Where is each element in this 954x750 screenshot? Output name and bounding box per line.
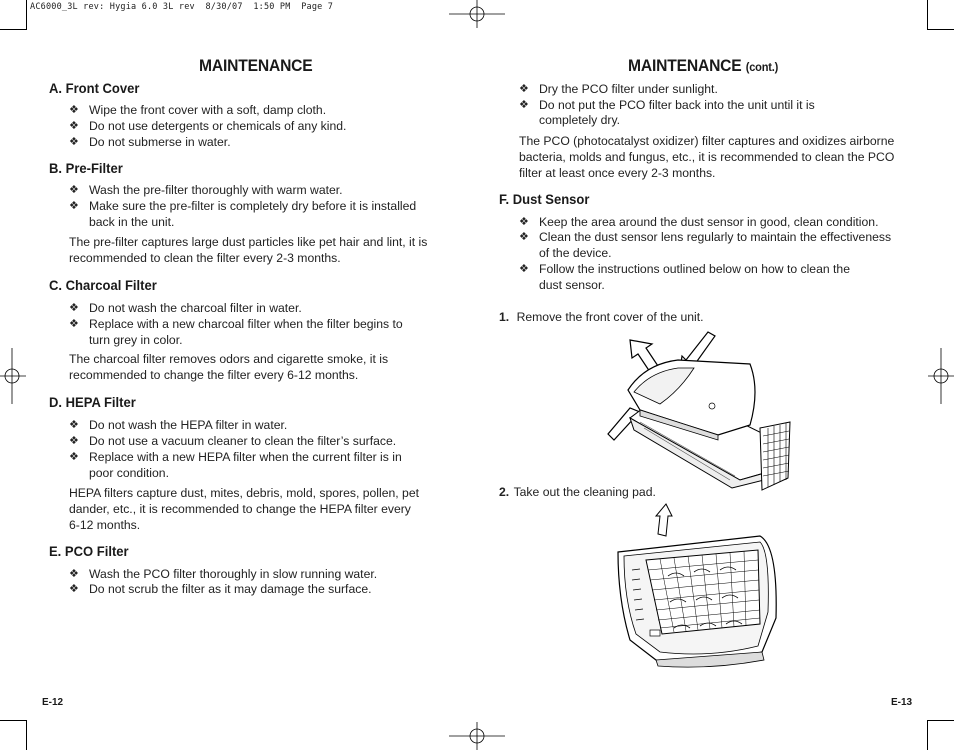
- registration-mark-bottom: [449, 722, 505, 750]
- bullet-icon: ❖: [69, 302, 79, 314]
- bullet-text: of the device.: [539, 246, 612, 260]
- bullet-text: Do not use detergents or chemicals of any kind.: [89, 119, 347, 133]
- step-1: [499, 309, 704, 325]
- bullet-text: dust sensor.: [539, 278, 605, 292]
- paragraph-line: HEPA filters capture dust, mites, debris, mold, spores, pollen, pet: [69, 486, 419, 500]
- bullet-text: Do not scrub the filter as it may damage the surface.: [89, 582, 372, 596]
- step-text: Remove the front cover of the unit.: [516, 310, 704, 324]
- bullet-text: Wipe the front cover with a soft, damp cloth.: [89, 103, 327, 117]
- bullet-text: Clean the dust sensor lens regularly to maintain the effectiveness: [539, 230, 892, 244]
- bullet-text: Do not wash the charcoal filter in water.: [89, 301, 302, 315]
- bullet-icon: ❖: [69, 583, 79, 595]
- bullet-icon: ❖: [519, 83, 529, 95]
- section-heading-charcoal-filter: C. Charcoal Filter: [49, 277, 157, 293]
- bullet-text: turn grey in color.: [89, 333, 183, 347]
- section-heading-dust-sensor: F. Dust Sensor: [499, 191, 590, 207]
- bullet-icon: ❖: [69, 419, 79, 431]
- bullet-text: Dry the PCO filter under sunlight.: [539, 82, 718, 96]
- section-heading-front-cover: A. Front Cover: [49, 80, 140, 96]
- right-title-suffix: (cont.): [745, 60, 779, 74]
- bullet-icon: ❖: [519, 216, 529, 228]
- bullet-text: back in the unit.: [89, 215, 175, 229]
- bullet-icon: ❖: [519, 263, 529, 275]
- bullet-icon: ❖: [69, 200, 79, 212]
- registration-mark-left: [0, 348, 26, 404]
- crop-mark: [927, 720, 928, 750]
- bullet-text: Make sure the pre-filter is completely dry before it is installed: [89, 199, 417, 213]
- crop-mark: [26, 0, 27, 30]
- bullet-icon: ❖: [519, 231, 529, 243]
- paragraph-line: filter at least once every 2-3 months.: [519, 166, 716, 180]
- right-title-text: MAINTENANCE: [628, 56, 742, 75]
- crop-mark: [927, 0, 928, 30]
- bullet-icon: ❖: [69, 120, 79, 132]
- paragraph-line: dander, etc., it is recommended to change the HEPA filter every: [69, 502, 411, 516]
- front-cover-removal-illustration: [600, 330, 810, 500]
- step-number: 2.: [499, 485, 510, 499]
- bullet-text: Do not submerse in water.: [89, 135, 231, 149]
- bullet-icon: ❖: [69, 104, 79, 116]
- paragraph-line: bacteria, molds and fungus, etc., it is recommended to clean the PCO: [519, 150, 895, 164]
- bullet-text: Do not use a vacuum cleaner to clean the filter’s surface.: [89, 434, 397, 448]
- page-number-right: E-13: [891, 697, 913, 708]
- printer-slug: AC6000_3L rev: Hygia 6.0 3L rev 8/30/07 1:50 PM Page 7: [30, 2, 334, 12]
- section-heading-pre-filter: B. Pre-Filter: [49, 160, 123, 176]
- paragraph-line: The pre-filter captures large dust particles like pet hair and lint, it is: [69, 235, 428, 249]
- crop-mark: [26, 720, 27, 750]
- arrow-up-icon: [656, 504, 672, 536]
- bullet-text: poor condition.: [89, 466, 169, 480]
- registration-mark-right: [928, 348, 954, 404]
- step-2: [499, 484, 656, 500]
- bullet-text: Wash the pre-filter thoroughly with warm water.: [89, 183, 343, 197]
- registration-mark-top: [449, 0, 505, 30]
- paragraph-line: The PCO (photocatalyst oxidizer) filter captures and oxidizes airborne: [519, 134, 895, 148]
- paragraph-line: recommended to change the filter every 6-12 months.: [69, 368, 359, 382]
- paragraph-line: recommended to clean the filter every 2-3 months.: [69, 251, 341, 265]
- crop-mark: [0, 29, 27, 30]
- page-number-left: E-12: [42, 697, 64, 708]
- bullet-icon: ❖: [69, 184, 79, 196]
- right-page-title: [628, 56, 778, 76]
- crop-mark: [927, 720, 954, 721]
- bullet-text: Replace with a new HEPA filter when the current filter is in: [89, 450, 402, 464]
- paragraph-line: The charcoal filter removes odors and cigarette smoke, it is: [69, 352, 389, 366]
- bullet-text: Keep the area around the dust sensor in good, clean condition.: [539, 215, 879, 229]
- bullet-text: Replace with a new charcoal filter when the filter begins to: [89, 317, 403, 331]
- left-page-title: MAINTENANCE: [199, 56, 313, 75]
- section-heading-pco-filter: E. PCO Filter: [49, 543, 129, 559]
- bullet-text: Wash the PCO filter thoroughly in slow running water.: [89, 567, 378, 581]
- step-text: Take out the cleaning pad.: [513, 485, 656, 499]
- bullet-icon: ❖: [69, 136, 79, 148]
- step-number: 1.: [499, 310, 510, 324]
- bullet-text: Follow the instructions outlined below on how to clean the: [539, 262, 850, 276]
- bullet-icon: ❖: [69, 318, 79, 330]
- bullet-icon: ❖: [519, 99, 529, 111]
- bullet-text: Do not wash the HEPA filter in water.: [89, 418, 288, 432]
- crop-mark: [927, 29, 954, 30]
- bullet-text: completely dry.: [539, 113, 621, 127]
- section-heading-hepa-filter: D. HEPA Filter: [49, 394, 136, 410]
- paragraph-line: 6-12 months.: [69, 518, 141, 532]
- bullet-icon: ❖: [69, 568, 79, 580]
- cleaning-pad-illustration: [610, 500, 790, 670]
- bullet-text: Do not put the PCO filter back into the unit until it is: [539, 98, 815, 112]
- bullet-icon: ❖: [69, 435, 79, 447]
- bullet-icon: ❖: [69, 451, 79, 463]
- crop-mark: [0, 720, 27, 721]
